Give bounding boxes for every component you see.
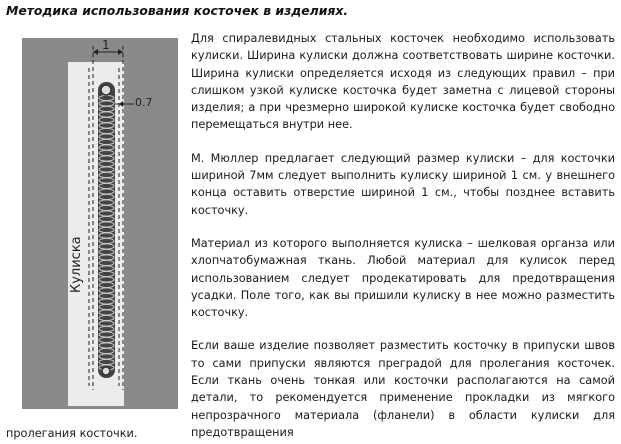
inner-width-label: 0.7 [135, 96, 153, 109]
bone-cap-bottom [102, 367, 110, 375]
paragraph-2: М. Мюллер предлагает следующий размер кулиски – для косточки шириной 7мм следует выполнить кулиску шириной 1 см. у внешнего конца оставить отверстие шириной 1 см., чтобы позднее вставить косточку. [191, 151, 615, 217]
width-label: 1 [102, 38, 110, 52]
page-title: Методика использования косточек в изделиях. [6, 3, 349, 18]
bone-cap-top [101, 85, 111, 95]
paragraph-4-tail: пролегания косточки. [6, 427, 138, 440]
paragraph-1: Для спиралевидных стальных косточек необходимо использовать кулиски. Ширина кулиски должна соответствовать ширине косточки. Ширина кулиски определяется исходя из следующих правил – при слишком узкой кулиске косточка будет заметна с лицевой стороны изделия; а при чрезмерно широкой кулиске косточка будет свободно перемещаться внутри нее. [191, 32, 615, 132]
channel-diagram [22, 38, 178, 409]
spiral-bone [98, 82, 115, 378]
article-body [191, 30, 615, 441]
channel-strip [68, 62, 124, 406]
paragraph-3: Материал из которого выполняется кулиска – шелковая органза или хлопчатобумажная ткань. Любой материал для кулисок перед использованием следует продекатировать для предотвращения усадки. Поле того, как вы пришили кулиску в нее можно разместить косточку. [191, 236, 615, 320]
paragraph-4: Если ваше изделие позволяет разместить косточку в припуски швов то сами припуски являются преградой для пролегания косточек. Если ткань очень тонкая или косточки располагаются на самой детали, то рекомендуется применение прокладки из мягкого непрозрачного материала (фланели) в области кулиски для предотвращения [191, 339, 615, 439]
boning-channel-figure [22, 38, 178, 409]
channel-label: Кулиска [69, 236, 84, 293]
